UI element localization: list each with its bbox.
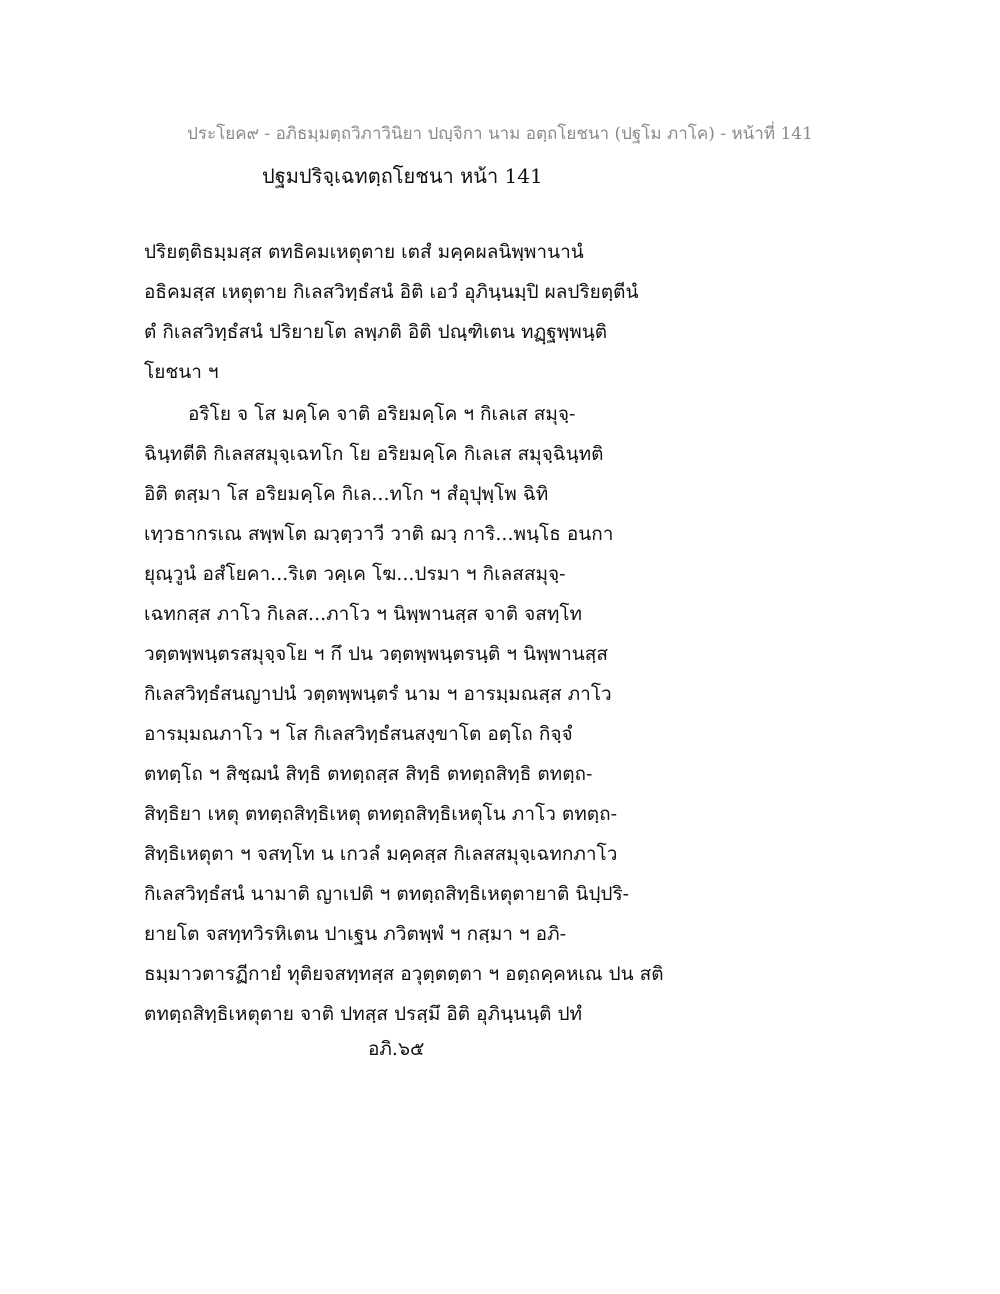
text-line: ธมฺมาวตารฏีกายํ ทุติยจสทฺทสฺส อวุตฺตตฺตา ฯ อตฺถคฺคหเณ ปน สติ bbox=[144, 963, 664, 985]
text-line: ยายโต จสทฺทวิรหิเตน ปาเฐน ภวิตพฺพํ ฯ กสฺมา ฯ อภิ- bbox=[144, 923, 567, 945]
page-title: ปฐมปริจฺเฉทตฺถโยชนา หน้า 141 bbox=[262, 164, 543, 188]
paragraph-1 bbox=[144, 232, 704, 392]
text-line: ตทตฺถสิทฺธิเหตุตาย จาติ ปทสฺส ปรสฺมึ อิติ อุภินฺนนฺติ ปทํ bbox=[144, 1003, 583, 1025]
paragraph-2 bbox=[144, 394, 704, 1034]
text-line: ปริยตฺติธมฺมสฺส ตทธิคมเหตุตาย เตสํ มคฺคผลนิพฺพานานํ bbox=[144, 241, 584, 263]
text-line: เฉทกสฺส ภาโว กิเลส...ภาโว ฯ นิพฺพานสฺส จาติ จสทฺโท bbox=[144, 603, 583, 625]
text-line: ตทตฺโถ ฯ สิชฺฌนํ สิทฺธิ ตทตฺถสฺส สิทฺธิ ตทตฺถสิทฺธิ ตทตฺถ- bbox=[144, 763, 593, 785]
text-line: ยุณฺวูนํ อสํโยคา...ริเต วคฺเค โฆ...ปรมา ฯ กิเลสสมุจฺ- bbox=[144, 563, 566, 585]
text-line: อิติ ตสฺมา โส อริยมคฺโค กิเล...ทโก ฯ สํอุปุพฺโพ ฉิทิ bbox=[144, 483, 549, 505]
page-signature: อภิ.๖๕ bbox=[368, 1038, 425, 1060]
text-line: อริโย จ โส มคฺโค จาติ อริยมคฺโค ฯ กิเลเส สมุจฺ- bbox=[188, 403, 576, 425]
text-line: สิทฺธิเหตุตา ฯ จสทฺโท น เกวลํ มคฺคสฺส กิเลสสมุจฺเฉทกภาโว bbox=[144, 843, 618, 865]
text-line: ตํ กิเลสวิทฺธํสนํ ปริยายโต ลพฺภติ อิติ ปณฺฑิเตน ทฏฺฐพฺพนฺติ bbox=[144, 321, 608, 343]
text-line: กิเลสวิทฺธํสนํ นามาติ ญาเปติ ฯ ตทตฺถสิทฺธิเหตุตายาติ นิปฺปริ- bbox=[144, 883, 630, 905]
text-line: กิเลสวิทฺธํสนญาปนํ วตฺตพฺพนฺตรํ นาม ฯ อารมฺมณสฺส ภาโว bbox=[144, 683, 612, 705]
text-line: สิทฺธิยา เหตุ ตทตฺถสิทฺธิเหตุ ตทตฺถสิทฺธิเหตุโน ภาโว ตทตฺถ- bbox=[144, 803, 618, 825]
text-line: อารมฺมณภาโว ฯ โส กิเลสวิทฺธํสนสงฺขาโต อตฺโถ กิจฺจํ bbox=[144, 723, 573, 745]
text-line: วตฺตพฺพนฺตรสมุจฺจโย ฯ กึ ปน วตฺตพฺพนฺตรนฺติ ฯ นิพฺพานสฺส bbox=[144, 643, 608, 665]
text-line: อธิคมสฺส เหตุตาย กิเลสวิทฺธํสนํ อิติ เอวํ อุภินฺนมฺปิ ผลปริยตฺตีนํ bbox=[144, 281, 639, 303]
text-line: ฉินฺทตีติ กิเลสสมุจฺเฉทโก โย อริยมคฺโค กิเลเส สมุจฺฉินฺทติ bbox=[144, 443, 604, 465]
text-line: โยชนา ฯ bbox=[144, 361, 219, 383]
body-text bbox=[144, 232, 704, 1034]
text-line: เทฺวธากรเณ สพฺพโต ฌวฺตฺวาวี วาติ ฌวฺ การิ...พนฺโธ อนกา bbox=[144, 523, 614, 545]
running-header: ประโยค๙ - อภิธมฺมตฺถวิภาวินิยา ปญฺจิกา นาม อตฺถโยชนา (ปฐโม ภาโค) - หน้าที่ 141 bbox=[187, 124, 813, 144]
